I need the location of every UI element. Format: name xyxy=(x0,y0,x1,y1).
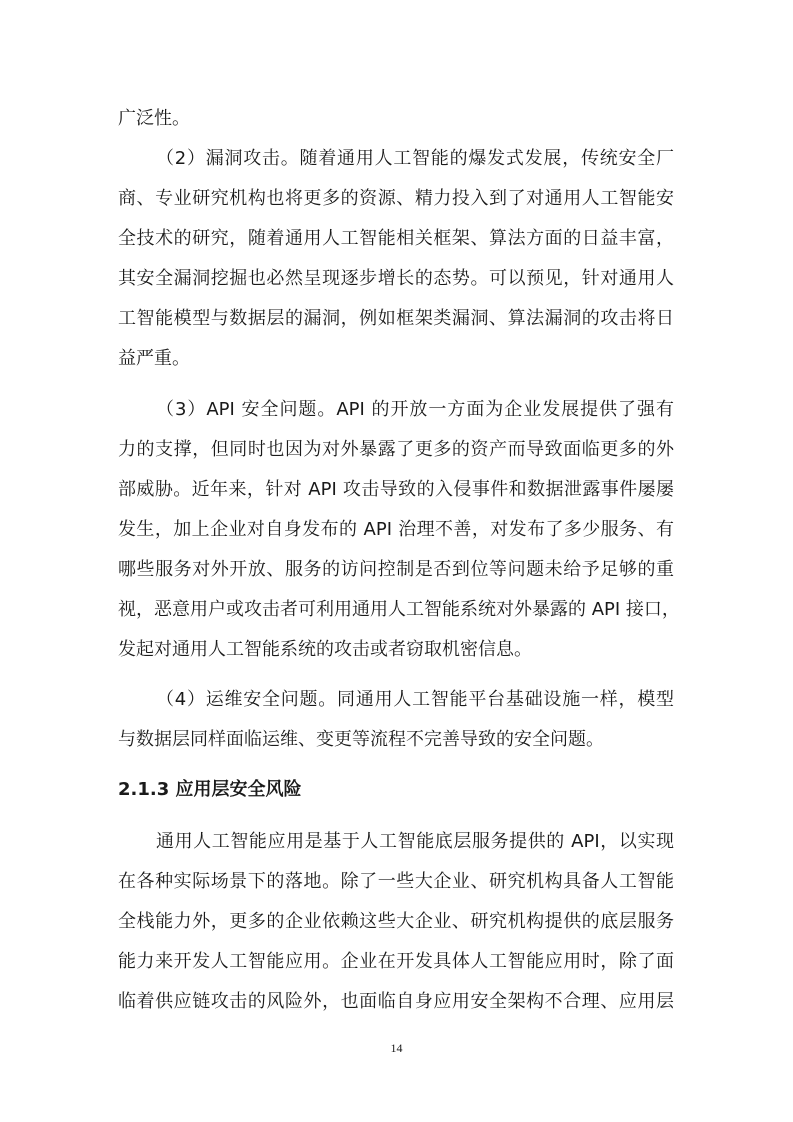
paragraph-line: 益严重。 xyxy=(118,348,190,369)
paragraph-line: 力的支撑，但同时也因为对外暴露了更多的资产而导致面临更多的外 xyxy=(118,439,674,460)
section-heading: 2.1.3 应用层安全风险 xyxy=(118,779,302,800)
paragraph-line: 通用人工智能应用是基于人工智能底层服务提供的 API，以实现 xyxy=(156,831,674,852)
paragraph-line: 其安全漏洞挖掘也必然呈现逐步增长的态势。可以预见，针对通用人 xyxy=(118,268,674,289)
paragraph-line: 哪些服务对外开放、服务的访问控制是否到位等问题未给予足够的重 xyxy=(118,559,674,580)
paragraph-line: 工智能模型与数据层的漏洞，例如框架类漏洞、算法漏洞的攻击将日 xyxy=(118,308,674,329)
paragraph-line: 在各种实际场景下的落地。除了一些大企业、研究机构具备人工智能 xyxy=(118,871,674,892)
paragraph-line: 视，恶意用户或攻击者可利用通用人工智能系统对外暴露的 API 接口， xyxy=(118,599,680,620)
paragraph-line: 发起对通用人工智能系统的攻击或者窃取机密信息。 xyxy=(118,639,532,660)
paragraph-line: 能力来开发人工智能应用。企业在开发具体人工智能应用时，除了面 xyxy=(118,951,674,972)
paragraph-line: （3）API 安全问题。API 的开放一方面为企业发展提供了强有 xyxy=(156,399,674,420)
page-number: 14 xyxy=(390,1041,403,1055)
paragraph-line: 发生，加上企业对自身发布的 API 治理不善，对发布了多少服务、有 xyxy=(118,519,674,540)
paragraph-line: 商、专业研究机构也将更多的资源、精力投入到了对通用人工智能安 xyxy=(118,188,674,209)
paragraph-line: （4）运维安全问题。同通用人工智能平台基础设施一样，模型 xyxy=(156,689,674,710)
paragraph-line: 临着供应链攻击的风险外，也面临自身应用安全架构不合理、应用层 xyxy=(118,991,674,1012)
paragraph-line: 广泛性。 xyxy=(118,108,190,129)
paragraph-line: （2）漏洞攻击。随着通用人工智能的爆发式发展，传统安全厂 xyxy=(156,148,674,169)
paragraph-line: 全栈能力外，更多的企业依赖这些大企业、研究机构提供的底层服务 xyxy=(118,911,674,932)
paragraph-line: 部威胁。近年来，针对 API 攻击导致的入侵事件和数据泄露事件屡屡 xyxy=(118,479,674,500)
paragraph-line: 与数据层同样面临运维、变更等流程不完善导致的安全问题。 xyxy=(118,729,604,750)
paragraph-line: 全技术的研究，随着通用人工智能相关框架、算法方面的日益丰富， xyxy=(118,228,674,249)
